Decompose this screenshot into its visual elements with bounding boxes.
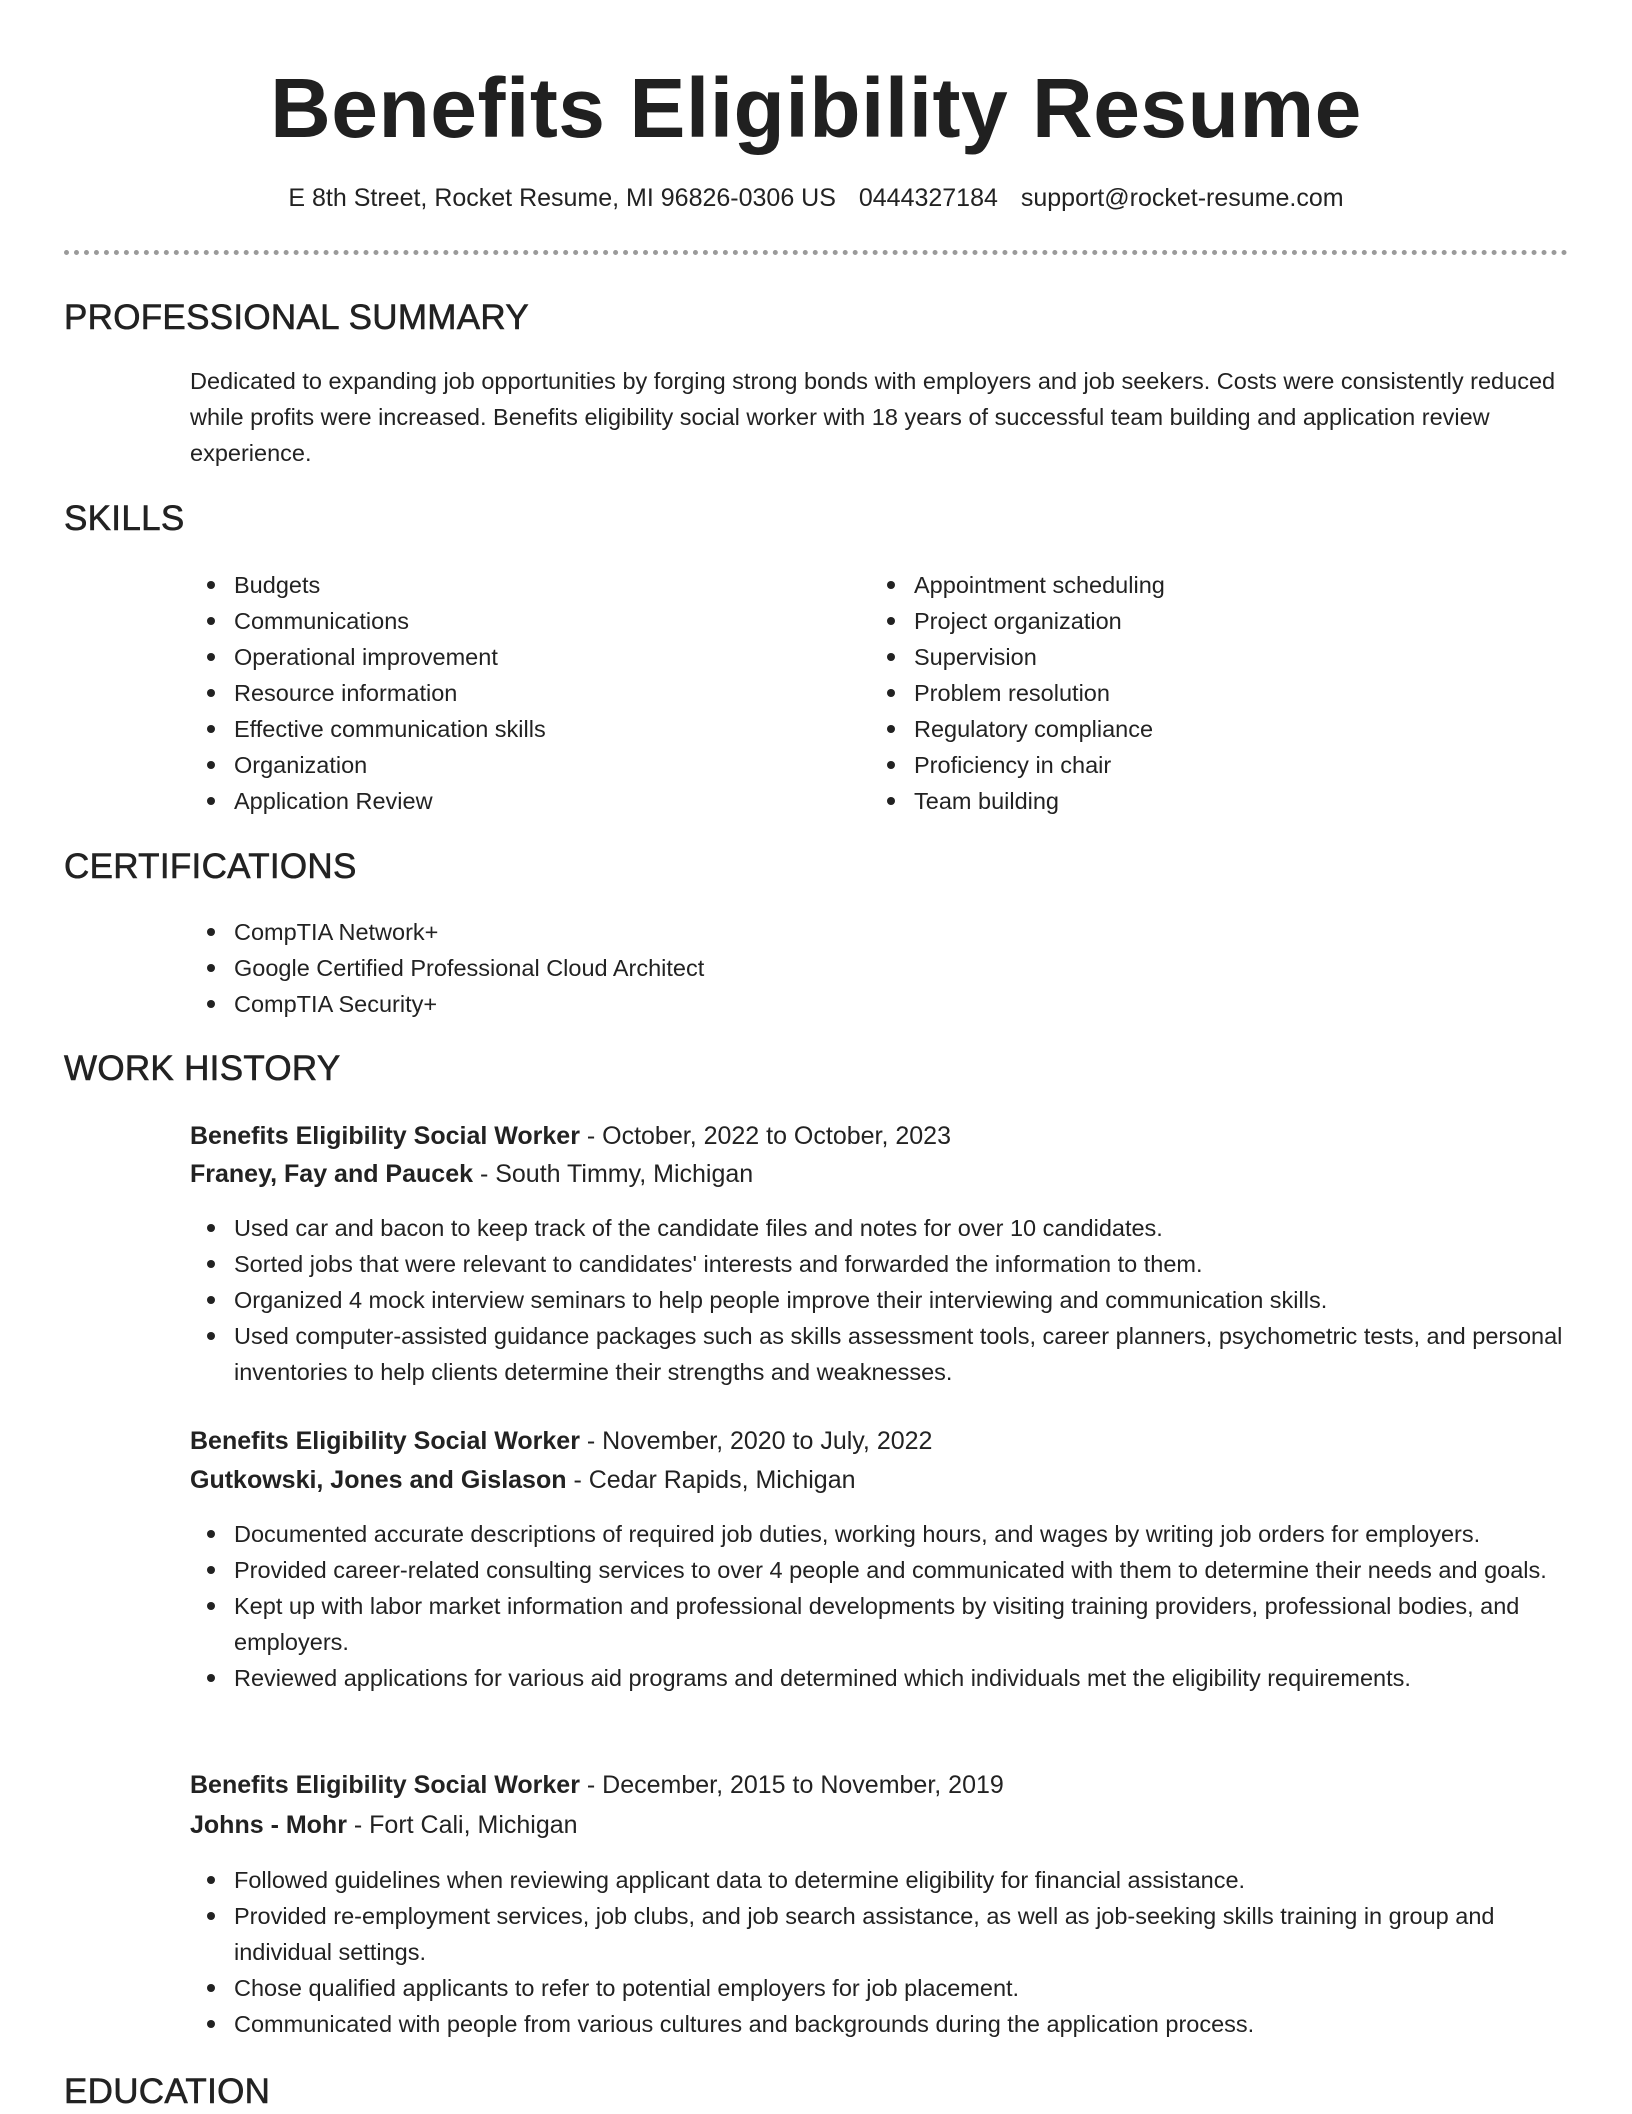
job-location: - Fort Cali, Michigan xyxy=(346,1811,578,1839)
skill-item: Supervision xyxy=(870,639,1510,675)
job-title: Benefits Eligibility Social Worker xyxy=(190,1122,580,1150)
certification-item: Google Certified Professional Cloud Architect xyxy=(190,950,1570,986)
skill-item: Application Review xyxy=(190,783,830,819)
skill-item: Regulatory compliance xyxy=(870,711,1510,747)
skill-item: Project organization xyxy=(870,603,1510,639)
job-title: Benefits Eligibility Social Worker xyxy=(190,1771,580,1799)
job-bullet: Communicated with people from various cultures and backgrounds during the application process. xyxy=(190,2006,1570,2042)
job-bullet: Provided re-employment services, job clubs, and job search assistance, as well as job-seeking skills training in group and individual settings. xyxy=(190,1898,1570,1970)
job-bullets xyxy=(190,1862,1570,2042)
job-bullet: Used car and bacon to keep track of the candidate files and notes for over 10 candidates. xyxy=(190,1210,1570,1246)
job-title-line xyxy=(190,1766,1004,1804)
job-company-line xyxy=(190,1461,856,1499)
job-bullets xyxy=(190,1516,1570,1696)
job-bullet: Chose qualified applicants to refer to potential employers for job placement. xyxy=(190,1970,1570,2006)
certification-item: CompTIA Network+ xyxy=(190,914,1570,950)
job-location: - Cedar Rapids, Michigan xyxy=(566,1466,856,1494)
job-location: - South Timmy, Michigan xyxy=(473,1160,754,1188)
job-bullet: Used computer-assisted guidance packages such as skills assessment tools, career planners, psychometric tests, and personal inventories to help clients determine their strengths and weaknesses. xyxy=(190,1318,1570,1390)
job-bullet: Followed guidelines when reviewing applicant data to determine eligibility for financial assistance. xyxy=(190,1862,1570,1898)
job-company: Gutkowski, Jones and Gislason xyxy=(190,1466,567,1494)
skill-item: Operational improvement xyxy=(190,639,830,675)
job-title-line xyxy=(190,1117,951,1155)
skill-item: Resource information xyxy=(190,675,830,711)
skill-item: Problem resolution xyxy=(870,675,1510,711)
job-title: Benefits Eligibility Social Worker xyxy=(190,1427,580,1455)
skills-heading: SKILLS xyxy=(64,499,185,538)
contact-phone: 0444327184 xyxy=(858,184,998,212)
summary-heading: PROFESSIONAL SUMMARY xyxy=(64,298,529,337)
skill-item: Organization xyxy=(190,747,830,783)
contact-address: E 8th Street, Rocket Resume, MI 96826-0306 US xyxy=(288,184,836,212)
job-bullet: Organized 4 mock interview seminars to help people improve their interviewing and communication skills. xyxy=(190,1282,1570,1318)
skill-item: Team building xyxy=(870,783,1510,819)
skill-item: Communications xyxy=(190,603,830,639)
skill-item: Effective communication skills xyxy=(190,711,830,747)
contact-line xyxy=(0,180,1632,216)
skill-item: Proficiency in chair xyxy=(870,747,1510,783)
job-company: Johns - Mohr xyxy=(190,1811,347,1839)
job-company-line xyxy=(190,1155,753,1193)
job-company-line xyxy=(190,1806,578,1844)
contact-email: support@rocket-resume.com xyxy=(1020,184,1344,212)
skill-item: Budgets xyxy=(190,567,830,603)
job-dates: - December, 2015 to November, 2019 xyxy=(579,1771,1004,1799)
certifications-list xyxy=(190,914,1570,1022)
job-dates: - October, 2022 to October, 2023 xyxy=(579,1122,951,1150)
header-divider xyxy=(64,250,1568,255)
summary-text: Dedicated to expanding job opportunities by forging strong bonds with employers and job seekers. Costs were consistently reduced while profits were increased. Benefits eligibility social worker with 18 years of successful team building and application review experience. xyxy=(190,368,1556,466)
skills-list-left xyxy=(190,567,830,819)
job-bullet: Kept up with labor market information and professional developments by visiting training providers, professional bodies, and employers. xyxy=(190,1588,1570,1660)
work-history-heading: WORK HISTORY xyxy=(64,1049,341,1088)
job-bullet: Reviewed applications for various aid programs and determined which individuals met the eligibility requirements. xyxy=(190,1660,1570,1696)
job-bullet: Sorted jobs that were relevant to candidates' interests and forwarded the information to them. xyxy=(190,1246,1570,1282)
certifications-heading: CERTIFICATIONS xyxy=(64,847,357,886)
job-company: Franey, Fay and Paucek xyxy=(190,1160,473,1188)
resume-title: Benefits Eligibility Resume xyxy=(270,61,1362,155)
job-title-line xyxy=(190,1422,932,1460)
certification-item: CompTIA Security+ xyxy=(190,986,1570,1022)
skill-item: Appointment scheduling xyxy=(870,567,1510,603)
education-heading: EDUCATION xyxy=(64,2072,271,2111)
job-bullet: Provided career-related consulting services to over 4 people and communicated with them to determine their needs and goals. xyxy=(190,1552,1570,1588)
skills-list-right xyxy=(870,567,1510,819)
job-bullets xyxy=(190,1210,1570,1390)
job-bullet: Documented accurate descriptions of required job duties, working hours, and wages by writing job orders for employers. xyxy=(190,1516,1570,1552)
job-dates: - November, 2020 to July, 2022 xyxy=(579,1427,933,1455)
